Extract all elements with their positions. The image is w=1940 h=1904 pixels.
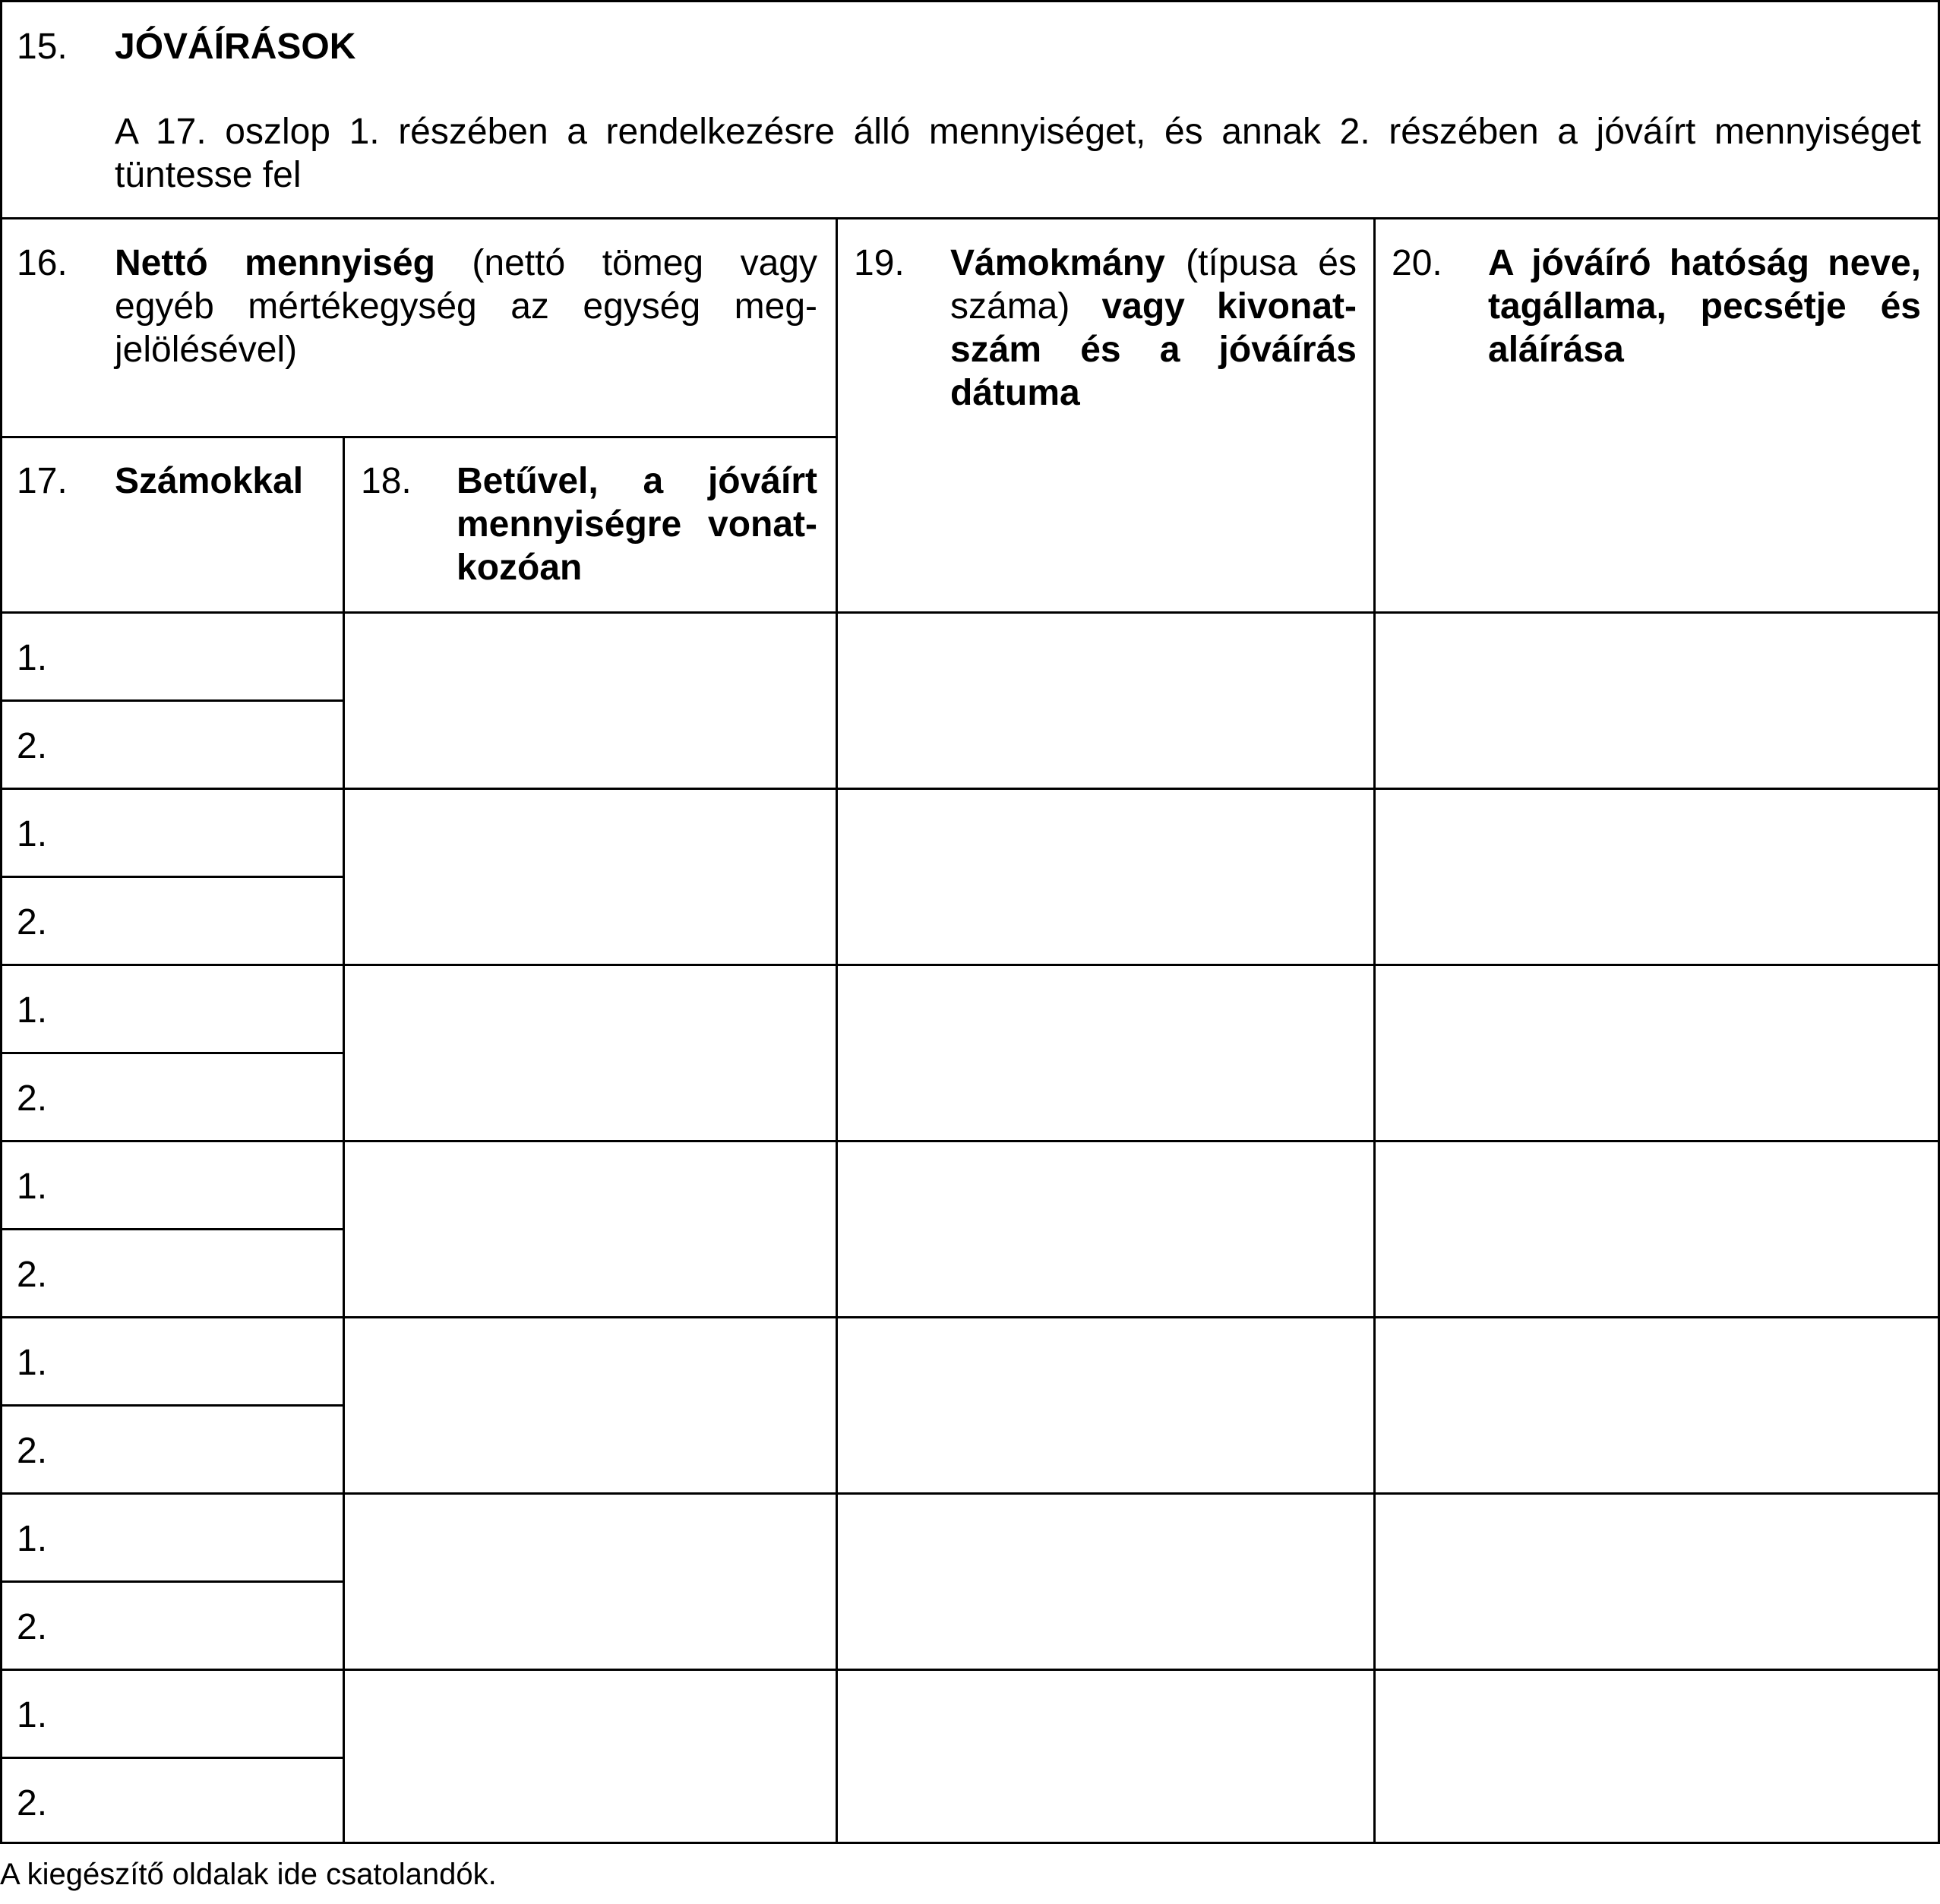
- row-7-part-1-label: 1.: [17, 1695, 48, 1735]
- row-1-part-2-label: 2.: [17, 726, 48, 766]
- row-3-bottom-line: [0, 1140, 1940, 1142]
- row-5-part-1-label: 1.: [17, 1343, 48, 1383]
- table-border-left: [0, 0, 2, 1844]
- row-7-part-2-label: 2.: [17, 1783, 48, 1823]
- row-4-split-line: [0, 1228, 345, 1230]
- table-border-top: [0, 0, 1940, 2]
- row-4-bottom-line: [0, 1316, 1940, 1318]
- row-3-part-1-label: 1.: [17, 990, 48, 1031]
- col-19-label: [950, 242, 1357, 415]
- col-16-label-normal: (nettó tömeg vagy egyéb mértékegység az egység megjelölésével): [115, 243, 817, 370]
- row-7-split-line: [0, 1757, 345, 1759]
- row-1-part-1-label: 1.: [17, 638, 48, 678]
- section-15-instruction: A 17. oszlop 1. részében a rendelkezésre álló mennyiséget, és annak 2. részében a jóváírt mennyiséget tüntesse fel: [115, 112, 1921, 195]
- col-19-label-bold-2: vagy kivonatszám és a jóváírás dátuma: [950, 286, 1357, 413]
- col-18-number: 18.: [361, 461, 412, 501]
- row-5-bottom-line: [0, 1492, 1940, 1495]
- divider-section-15: [0, 217, 1940, 219]
- row-2-bottom-line: [0, 964, 1940, 966]
- table-border-bottom: [0, 1842, 1940, 1844]
- row-4-part-2-label: 2.: [17, 1255, 48, 1295]
- col-19-label-bold: Vámokmány: [950, 243, 1165, 283]
- row-5-split-line: [0, 1404, 345, 1407]
- row-6-part-1-label: 1.: [17, 1519, 48, 1559]
- col-19-number: 19.: [854, 243, 905, 283]
- row-1-split-line: [0, 699, 345, 702]
- row-6-part-2-label: 2.: [17, 1607, 48, 1647]
- row-6-bottom-line: [0, 1669, 1940, 1671]
- divider-col-16: [0, 436, 837, 438]
- row-4-part-1-label: 1.: [17, 1167, 48, 1207]
- section-15-title: JÓVÁÍRÁSOK: [115, 27, 356, 67]
- col-19-label-normal: (típusa és száma): [950, 243, 1357, 327]
- row-3-split-line: [0, 1052, 345, 1054]
- col-16-label: [115, 242, 817, 371]
- header-bottom-line: [0, 611, 1940, 614]
- row-3-part-2-label: 2.: [17, 1078, 48, 1119]
- row-2-split-line: [0, 876, 345, 878]
- row-2-part-1-label: 1.: [17, 814, 48, 854]
- footer-note: A kiegészítő oldalak ide csatolandók.: [0, 1858, 497, 1891]
- divider-col-17-18: [343, 436, 345, 1844]
- col-16-label-bold: Nettó mennyiség: [115, 243, 435, 283]
- col-17-label: Számokkal: [115, 461, 304, 501]
- row-5-part-2-label: 2.: [17, 1431, 48, 1471]
- divider-col-19-20: [1373, 217, 1376, 1844]
- col-16-number: 16.: [17, 243, 68, 283]
- row-2-part-2-label: 2.: [17, 902, 48, 943]
- col-18-label: Betűvel, a jóváírt mennyiségre vonatkozóan: [457, 461, 817, 588]
- row-1-bottom-line: [0, 788, 1940, 790]
- row-6-split-line: [0, 1580, 345, 1583]
- col-20-label: A jóváíró hatóság neve, tagállama, pecsétje és aláírása: [1488, 243, 1921, 370]
- section-15-number: 15.: [17, 27, 68, 67]
- col-20-number: 20.: [1392, 243, 1442, 283]
- divider-col-18-19: [836, 217, 838, 1844]
- col-17-number: 17.: [17, 461, 68, 501]
